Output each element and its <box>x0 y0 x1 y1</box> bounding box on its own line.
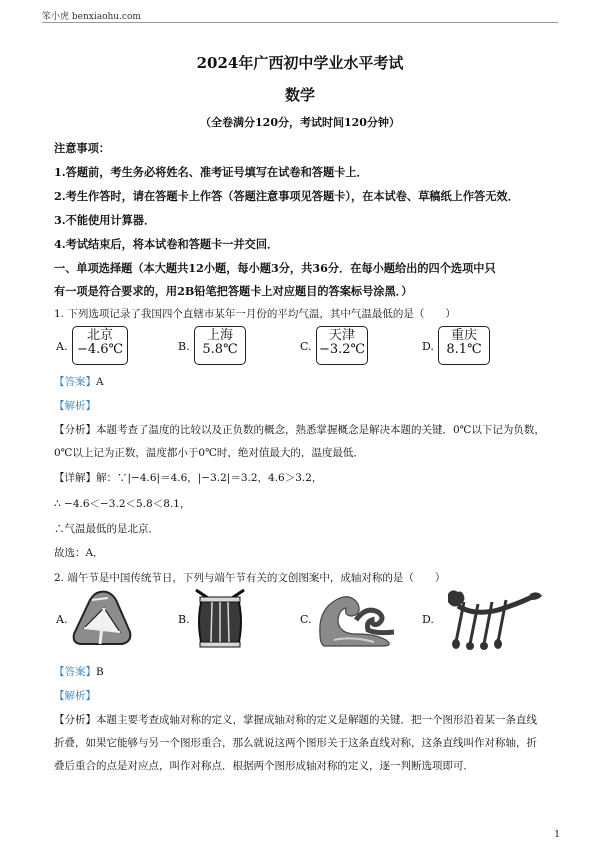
wave-cloud-icon <box>316 590 398 652</box>
site-header: 笨小虎 benxiaohu.com <box>42 12 141 22</box>
q1-option-b-temp: 5.8℃ <box>202 342 238 357</box>
drum-icon <box>192 588 248 654</box>
q1-conclusion: 故选：A． <box>54 547 104 559</box>
q2-analysis-tag: 【解析】 <box>54 690 96 702</box>
q1-option-b-box <box>194 326 246 365</box>
q1-stem: 1. 下列选项记录了我国四个直辖市某年一月份的平均气温，其中气温最低的是（ ） <box>54 308 456 320</box>
header-divider <box>42 22 558 23</box>
q1-detail-text1: 解：∵|−4.6|＝4.6，|−3.2|＝3.2，4.6＞3.2， <box>96 472 323 484</box>
q1-answer-value: A <box>96 376 104 388</box>
exam-title: 2024年广西初中学业水平考试 <box>196 54 404 72</box>
q1-fenxi-line1 <box>54 422 554 437</box>
q2-option-d-letter: D. <box>422 613 434 626</box>
page-number: 1 <box>554 830 560 840</box>
q1-answer <box>54 374 554 389</box>
notice-item-2: 2.考生作答时，请在答题卡上作答（答题注意事项见答题卡），在本试卷、草稿纸上作答无效． <box>54 189 519 203</box>
zongzi-icon <box>70 588 134 652</box>
q2-answer-tag: 【答案】 <box>54 666 96 678</box>
exam-subject: 数学 <box>284 86 315 104</box>
q1-option-a-city: 北京 <box>86 328 113 343</box>
q2-fenxi-line3: 叠后重合的点是对应点，叫作对称点．根据两个图形成轴对称的定义，逐一判断选项即可． <box>54 760 474 772</box>
q1-option-c-letter: C. <box>300 340 312 353</box>
q2-option-c-letter: C. <box>300 613 312 626</box>
q2-option-a-letter: A. <box>56 613 68 626</box>
score-info: （全卷满分120分，考试时间120分钟） <box>200 116 400 129</box>
notice-heading: 注意事项： <box>54 141 110 155</box>
q2-option-b-letter: B. <box>178 613 190 626</box>
q1-option-d-letter: D. <box>422 340 434 353</box>
dragon-boat-icon <box>438 588 544 654</box>
notice-item-3: 3.不能使用计算器． <box>54 213 156 227</box>
q1-option-a-temp: −4.6℃ <box>76 342 124 357</box>
q1-options <box>54 326 554 366</box>
q2-answer <box>54 664 554 679</box>
section1-line1: 一、单项选择题（本大题共12小题，每小题3分，共36分．在每小题给出的四个选项中只 <box>54 261 496 275</box>
q1-detail-line2: ∴ −4.6＜−3.2＜5.8＜8.1， <box>54 498 191 510</box>
q1-option-d-temp: 8.1℃ <box>446 342 482 357</box>
q1-fenxi-text1: 本题考查了温度的比较以及正负数的概念，熟悉掌握概念是解决本题的关键．0℃以下记为负数， <box>96 424 545 436</box>
q2-fenxi-line2: 折叠，如果它能够与另一个图形重合，那么就说这两个图形关于这条直线对称，这条直线叫作对称轴，折 <box>54 737 537 749</box>
q1-fenxi-line2: 0℃以上记为正数，温度都小于0℃时，绝对值最大的，温度最低． <box>54 447 364 459</box>
q1-option-c-city: 天津 <box>328 328 355 343</box>
q1-option-d-city: 重庆 <box>450 328 477 343</box>
q2-fenxi-line1 <box>54 712 554 727</box>
section1-line2: 有一项是符合要求的，用2B铅笔把答题卡上对应题目的答案标号涂黑．） <box>54 284 413 298</box>
q1-option-a-box <box>72 326 128 365</box>
q1-option-c-box <box>316 326 368 365</box>
q1-answer-tag: 【答案】 <box>54 376 96 388</box>
q2-stem: 2. 端午节是中国传统节日，下列与端午节有关的文创图案中，成轴对称的是（ ） <box>54 572 446 584</box>
notice-item-4: 4.考试结束后，将本试卷和答题卡一并交回． <box>54 237 279 251</box>
q1-option-d-box <box>438 326 490 365</box>
q1-analysis-tag: 【解析】 <box>54 400 96 412</box>
q2-answer-value: B <box>96 666 104 678</box>
q1-option-a-letter: A. <box>56 340 68 353</box>
notice-item-1: 1.答题前，考生务必将姓名、准考证号填写在试卷和答题卡上． <box>54 165 368 179</box>
q1-detail-tag: 【详解】 <box>54 472 96 484</box>
q1-detail-line1 <box>54 470 554 485</box>
q1-option-c-temp: −3.2℃ <box>318 342 366 357</box>
q1-fenxi-tag: 【分析】 <box>54 424 96 436</box>
q1-option-b-letter: B. <box>178 340 190 353</box>
q2-options <box>54 588 554 652</box>
q1-detail-line3: ∴气温最低的是北京． <box>54 523 159 535</box>
q1-option-b-city: 上海 <box>206 328 233 343</box>
q2-fenxi-tag: 【分析】 <box>54 714 96 726</box>
q2-fenxi-text1: 本题主要考查成轴对称的定义，掌握成轴对称的定义是解题的关键．把一个图形沿着某一条直线 <box>96 714 537 726</box>
